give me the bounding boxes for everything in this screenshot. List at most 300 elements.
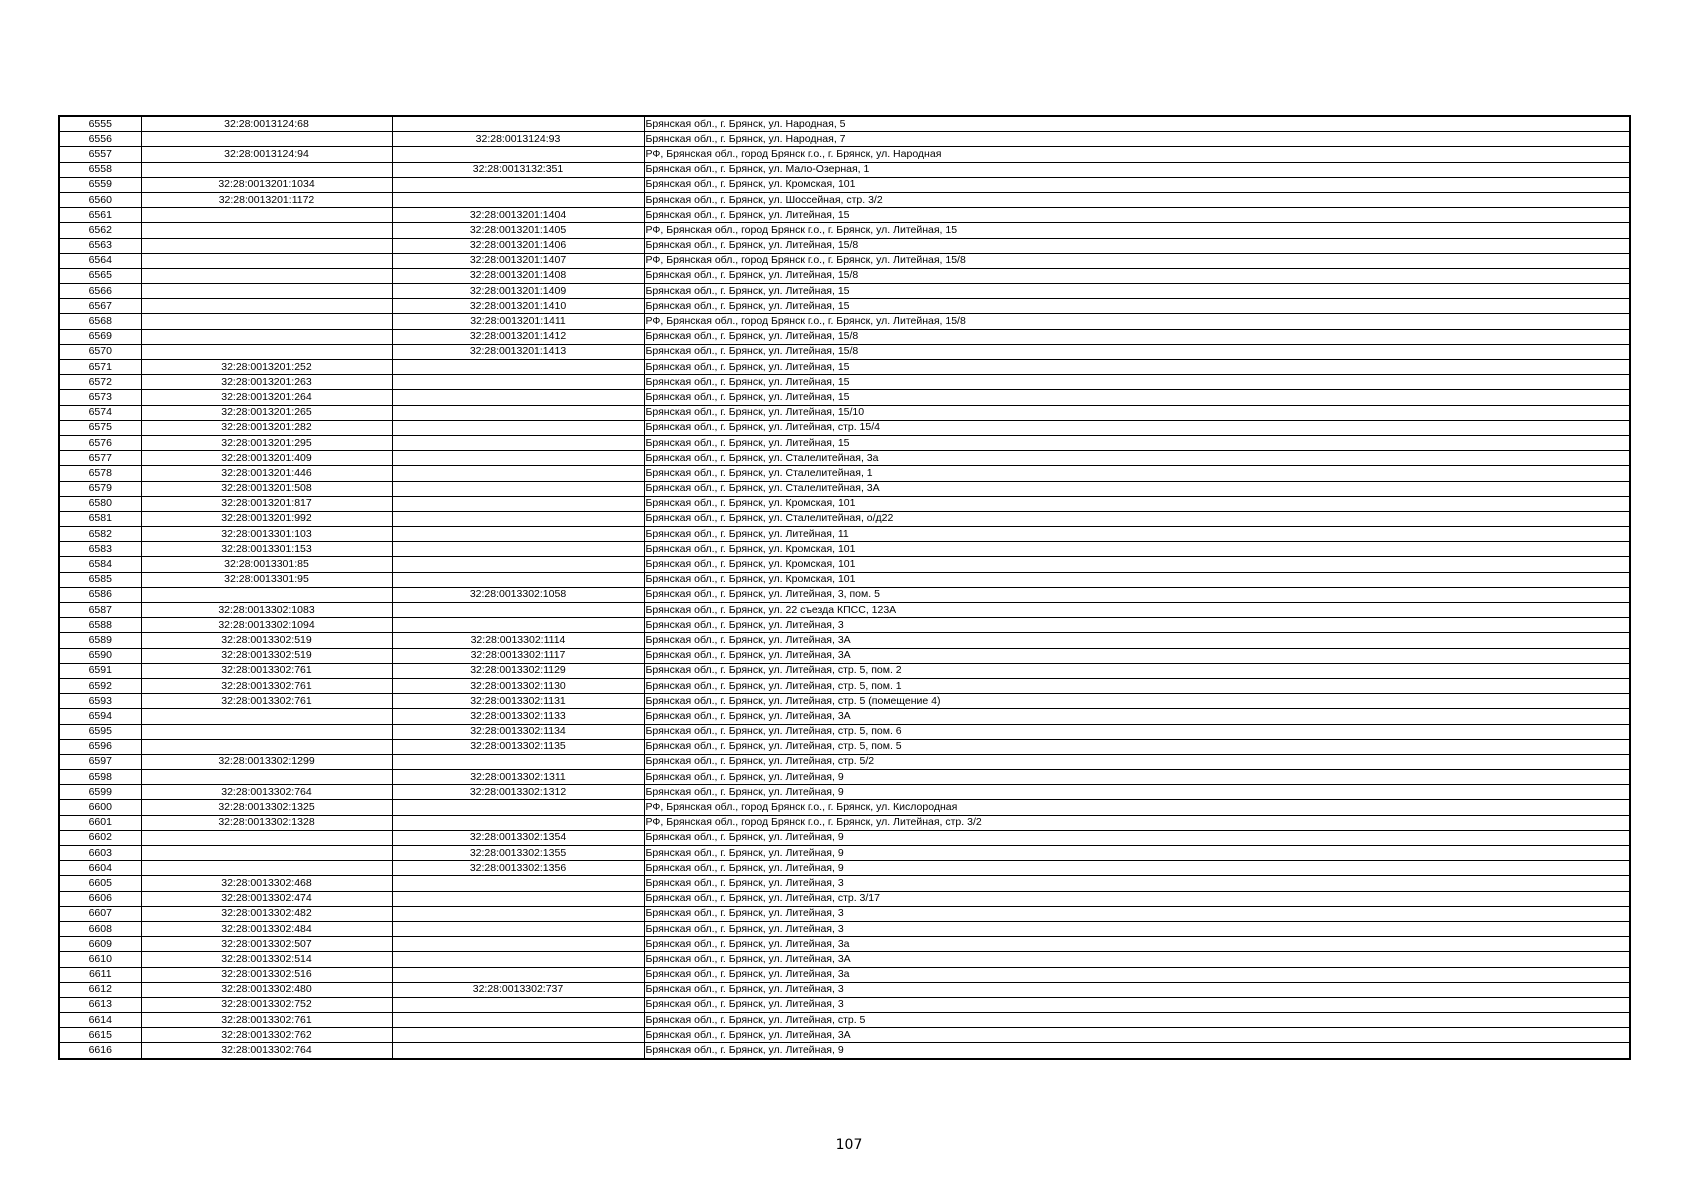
table-row bbox=[59, 891, 1630, 906]
address-cell: Брянская обл., г. Брянск, ул. Литейная, стр. 5/2 bbox=[644, 754, 1630, 769]
row-number: 6592 bbox=[59, 678, 141, 693]
linked-cadastral-number-cell: 32:28:0013201:1410 bbox=[392, 299, 644, 314]
row-number: 6606 bbox=[59, 891, 141, 906]
cadastral-number-cell: 32:28:0013302:764 bbox=[141, 785, 392, 800]
linked-cadastral-number-cell bbox=[392, 618, 644, 633]
linked-cadastral-number-cell bbox=[392, 481, 644, 496]
row-number: 6579 bbox=[59, 481, 141, 496]
cadastral-number-cell: 32:28:0013301:103 bbox=[141, 527, 392, 542]
address-cell: Брянская обл., г. Брянск, ул. Литейная, 15 bbox=[644, 299, 1630, 314]
row-number: 6600 bbox=[59, 800, 141, 815]
cadastral-number-cell bbox=[141, 846, 392, 861]
table-row bbox=[59, 603, 1630, 618]
row-number: 6574 bbox=[59, 405, 141, 420]
cadastral-number-cell bbox=[141, 284, 392, 299]
linked-cadastral-number-cell bbox=[392, 1028, 644, 1043]
linked-cadastral-number-cell bbox=[392, 420, 644, 435]
address-cell: Брянская обл., г. Брянск, ул. Кромская, 101 bbox=[644, 542, 1630, 557]
address-cell: Брянская обл., г. Брянск, ул. Литейная, 15 bbox=[644, 208, 1630, 223]
table-row bbox=[59, 754, 1630, 769]
row-number: 6607 bbox=[59, 906, 141, 921]
row-number: 6585 bbox=[59, 572, 141, 587]
cadastral-number-cell bbox=[141, 830, 392, 845]
row-number: 6577 bbox=[59, 451, 141, 466]
table-row bbox=[59, 967, 1630, 982]
cadastral-number-cell: 32:28:0013201:264 bbox=[141, 390, 392, 405]
linked-cadastral-number-cell bbox=[392, 800, 644, 815]
table-row bbox=[59, 785, 1630, 800]
table-row bbox=[59, 846, 1630, 861]
table-row bbox=[59, 329, 1630, 344]
row-number: 6616 bbox=[59, 1043, 141, 1059]
address-cell: Брянская обл., г. Брянск, ул. Литейная, стр. 15/4 bbox=[644, 420, 1630, 435]
row-number: 6582 bbox=[59, 527, 141, 542]
linked-cadastral-number-cell bbox=[392, 451, 644, 466]
address-cell: Брянская обл., г. Брянск, ул. Шоссейная, стр. 3/2 bbox=[644, 192, 1630, 207]
row-number: 6559 bbox=[59, 177, 141, 192]
cadastral-number-cell bbox=[141, 223, 392, 238]
row-number: 6567 bbox=[59, 299, 141, 314]
address-cell: Брянская обл., г. Брянск, ул. Мало-Озерная, 1 bbox=[644, 162, 1630, 177]
linked-cadastral-number-cell bbox=[392, 435, 644, 450]
linked-cadastral-number-cell bbox=[392, 876, 644, 891]
row-number: 6602 bbox=[59, 830, 141, 845]
cadastral-number-cell: 32:28:0013201:409 bbox=[141, 451, 392, 466]
cadastral-number-cell: 32:28:0013302:468 bbox=[141, 876, 392, 891]
linked-cadastral-number-cell bbox=[392, 466, 644, 481]
table-row bbox=[59, 557, 1630, 572]
cadastral-number-cell: 32:28:0013302:752 bbox=[141, 997, 392, 1012]
cadastral-number-cell: 32:28:0013302:516 bbox=[141, 967, 392, 982]
row-number: 6611 bbox=[59, 967, 141, 982]
address-cell: Брянская обл., г. Брянск, ул. Литейная, 3 bbox=[644, 618, 1630, 633]
row-number: 6615 bbox=[59, 1028, 141, 1043]
cadastral-number-cell: 32:28:0013302:474 bbox=[141, 891, 392, 906]
address-cell: Брянская обл., г. Брянск, ул. Литейная, 9 bbox=[644, 1043, 1630, 1059]
cadastral-number-cell: 32:28:0013302:1328 bbox=[141, 815, 392, 830]
cadastral-number-cell bbox=[141, 724, 392, 739]
cadastral-number-cell: 32:28:0013201:508 bbox=[141, 481, 392, 496]
cadastral-number-cell: 32:28:0013201:295 bbox=[141, 435, 392, 450]
cadastral-number-cell: 32:28:0013301:153 bbox=[141, 542, 392, 557]
cadastral-number-cell bbox=[141, 299, 392, 314]
page-number: 107 bbox=[835, 1137, 863, 1153]
row-number: 6578 bbox=[59, 466, 141, 481]
address-cell: Брянская обл., г. Брянск, ул. Литейная, 15/8 bbox=[644, 268, 1630, 283]
linked-cadastral-number-cell bbox=[392, 921, 644, 936]
address-cell: Брянская обл., г. Брянск, ул. Народная, 7 bbox=[644, 132, 1630, 147]
cadastral-number-cell: 32:28:0013201:817 bbox=[141, 496, 392, 511]
row-number: 6608 bbox=[59, 921, 141, 936]
cadastral-number-cell: 32:28:0013302:514 bbox=[141, 952, 392, 967]
address-cell: Брянская обл., г. Брянск, ул. Литейная, 15/8 bbox=[644, 344, 1630, 359]
table-row bbox=[59, 1028, 1630, 1043]
cadastral-number-cell: 32:28:0013301:95 bbox=[141, 572, 392, 587]
address-cell: Брянская обл., г. Брянск, ул. Литейная, стр. 5 (помещение 4) bbox=[644, 694, 1630, 709]
table-row bbox=[59, 162, 1630, 177]
address-cell: Брянская обл., г. Брянск, ул. Литейная, стр. 5, пом. 5 bbox=[644, 739, 1630, 754]
linked-cadastral-number-cell bbox=[392, 754, 644, 769]
row-number: 6590 bbox=[59, 648, 141, 663]
linked-cadastral-number-cell bbox=[392, 177, 644, 192]
row-number: 6570 bbox=[59, 344, 141, 359]
linked-cadastral-number-cell bbox=[392, 527, 644, 542]
linked-cadastral-number-cell bbox=[392, 967, 644, 982]
table-row bbox=[59, 1013, 1630, 1028]
table-row bbox=[59, 496, 1630, 511]
row-number: 6560 bbox=[59, 192, 141, 207]
cadastral-number-cell: 32:28:0013201:1034 bbox=[141, 177, 392, 192]
row-number: 6562 bbox=[59, 223, 141, 238]
address-cell: Брянская обл., г. Брянск, ул. Литейная, 3 bbox=[644, 921, 1630, 936]
address-cell: Брянская обл., г. Брянск, ул. Литейная, 3а bbox=[644, 967, 1630, 982]
row-number: 6605 bbox=[59, 876, 141, 891]
row-number: 6589 bbox=[59, 633, 141, 648]
address-cell: Брянская обл., г. Брянск, ул. Литейная, 3 bbox=[644, 876, 1630, 891]
linked-cadastral-number-cell bbox=[392, 390, 644, 405]
cadastral-number-cell bbox=[141, 739, 392, 754]
table-row bbox=[59, 921, 1630, 936]
table-row bbox=[59, 147, 1630, 162]
address-cell: Брянская обл., г. Брянск, ул. Литейная, 11 bbox=[644, 527, 1630, 542]
table-row bbox=[59, 861, 1630, 876]
cadastral-number-cell bbox=[141, 587, 392, 602]
table-row bbox=[59, 694, 1630, 709]
address-cell: Брянская обл., г. Брянск, ул. Литейная, 15 bbox=[644, 360, 1630, 375]
table-row bbox=[59, 253, 1630, 268]
table-row bbox=[59, 739, 1630, 754]
table-row bbox=[59, 284, 1630, 299]
cadastral-number-cell: 32:28:0013201:992 bbox=[141, 511, 392, 526]
table-row bbox=[59, 587, 1630, 602]
table-row bbox=[59, 952, 1630, 967]
table-row bbox=[59, 633, 1630, 648]
linked-cadastral-number-cell: 32:28:0013132:351 bbox=[392, 162, 644, 177]
linked-cadastral-number-cell bbox=[392, 542, 644, 557]
cadastral-number-cell: 32:28:0013302:480 bbox=[141, 982, 392, 997]
row-number: 6573 bbox=[59, 390, 141, 405]
row-number: 6612 bbox=[59, 982, 141, 997]
cadastral-number-cell: 32:28:0013201:265 bbox=[141, 405, 392, 420]
cadastral-number-cell bbox=[141, 329, 392, 344]
table-row bbox=[59, 390, 1630, 405]
table-row bbox=[59, 572, 1630, 587]
address-cell: Брянская обл., г. Брянск, ул. Литейная, 9 bbox=[644, 830, 1630, 845]
linked-cadastral-number-cell: 32:28:0013201:1405 bbox=[392, 223, 644, 238]
row-number: 6571 bbox=[59, 360, 141, 375]
cadastral-number-cell bbox=[141, 268, 392, 283]
address-cell: РФ, Брянская обл., город Брянск г.о., г. Брянск, ул. Литейная, 15/8 bbox=[644, 253, 1630, 268]
cadastral-number-cell bbox=[141, 861, 392, 876]
address-cell: РФ, Брянская обл., город Брянск г.о., г. Брянск, ул. Литейная, стр. 3/2 bbox=[644, 815, 1630, 830]
row-number: 6588 bbox=[59, 618, 141, 633]
row-number: 6597 bbox=[59, 754, 141, 769]
linked-cadastral-number-cell bbox=[392, 1013, 644, 1028]
cadastral-number-cell: 32:28:0013124:94 bbox=[141, 147, 392, 162]
row-number: 6610 bbox=[59, 952, 141, 967]
row-number: 6587 bbox=[59, 603, 141, 618]
address-cell: Брянская обл., г. Брянск, ул. Литейная, 15 bbox=[644, 390, 1630, 405]
linked-cadastral-number-cell: 32:28:0013302:1130 bbox=[392, 678, 644, 693]
row-number: 6599 bbox=[59, 785, 141, 800]
table-row bbox=[59, 344, 1630, 359]
cadastral-number-cell: 32:28:0013302:482 bbox=[141, 906, 392, 921]
address-cell: РФ, Брянская обл., город Брянск г.о., г. Брянск, ул. Литейная, 15 bbox=[644, 223, 1630, 238]
linked-cadastral-number-cell: 32:28:0013302:1311 bbox=[392, 770, 644, 785]
row-number: 6565 bbox=[59, 268, 141, 283]
address-cell: Брянская обл., г. Брянск, ул. Литейная, 3 bbox=[644, 982, 1630, 997]
row-number: 6581 bbox=[59, 511, 141, 526]
table-row bbox=[59, 223, 1630, 238]
linked-cadastral-number-cell bbox=[392, 375, 644, 390]
address-cell: Брянская обл., г. Брянск, ул. Литейная, 15/10 bbox=[644, 405, 1630, 420]
address-cell: Брянская обл., г. Брянск, ул. Литейная, 9 bbox=[644, 770, 1630, 785]
row-number: 6555 bbox=[59, 116, 141, 132]
linked-cadastral-number-cell bbox=[392, 147, 644, 162]
address-cell: Брянская обл., г. Брянск, ул. Литейная, 3А bbox=[644, 648, 1630, 663]
row-number: 6580 bbox=[59, 496, 141, 511]
linked-cadastral-number-cell bbox=[392, 496, 644, 511]
linked-cadastral-number-cell: 32:28:0013302:1135 bbox=[392, 739, 644, 754]
address-cell: Брянская обл., г. Брянск, ул. Кромская, 101 bbox=[644, 177, 1630, 192]
address-cell: Брянская обл., г. Брянск, ул. Литейная, 3, пом. 5 bbox=[644, 587, 1630, 602]
address-cell: Брянская обл., г. Брянск, ул. Литейная, 3А bbox=[644, 633, 1630, 648]
cadastral-number-cell: 32:28:0013124:68 bbox=[141, 116, 392, 132]
table-row bbox=[59, 299, 1630, 314]
linked-cadastral-number-cell: 32:28:0013302:737 bbox=[392, 982, 644, 997]
address-cell: РФ, Брянская обл., город Брянск г.о., г. Брянск, ул. Литейная, 15/8 bbox=[644, 314, 1630, 329]
row-number: 6563 bbox=[59, 238, 141, 253]
cadastral-number-cell: 32:28:0013201:282 bbox=[141, 420, 392, 435]
address-cell: РФ, Брянская обл., город Брянск г.о., г. Брянск, ул. Народная bbox=[644, 147, 1630, 162]
table-row bbox=[59, 268, 1630, 283]
address-cell: Брянская обл., г. Брянск, ул. Литейная, 9 bbox=[644, 861, 1630, 876]
table-row bbox=[59, 238, 1630, 253]
cadastral-number-cell: 32:28:0013302:761 bbox=[141, 663, 392, 678]
table-row bbox=[59, 542, 1630, 557]
address-cell: Брянская обл., г. Брянск, ул. Литейная, 15/8 bbox=[644, 238, 1630, 253]
table-body bbox=[59, 116, 1630, 1059]
cadastral-number-cell bbox=[141, 709, 392, 724]
table-row bbox=[59, 405, 1630, 420]
row-number: 6593 bbox=[59, 694, 141, 709]
cadastral-number-cell: 32:28:0013302:764 bbox=[141, 1043, 392, 1059]
row-number: 6609 bbox=[59, 937, 141, 952]
table-row bbox=[59, 815, 1630, 830]
linked-cadastral-number-cell bbox=[392, 997, 644, 1012]
linked-cadastral-number-cell: 32:28:0013302:1134 bbox=[392, 724, 644, 739]
table-row bbox=[59, 982, 1630, 997]
cadastral-table bbox=[58, 115, 1631, 1060]
linked-cadastral-number-cell bbox=[392, 906, 644, 921]
linked-cadastral-number-cell bbox=[392, 192, 644, 207]
linked-cadastral-number-cell bbox=[392, 1043, 644, 1059]
row-number: 6591 bbox=[59, 663, 141, 678]
address-cell: Брянская обл., г. Брянск, ул. 22 съезда КПСС, 123А bbox=[644, 603, 1630, 618]
linked-cadastral-number-cell: 32:28:0013201:1412 bbox=[392, 329, 644, 344]
cadastral-number-cell: 32:28:0013302:761 bbox=[141, 1013, 392, 1028]
table-row bbox=[59, 375, 1630, 390]
table-row bbox=[59, 511, 1630, 526]
linked-cadastral-number-cell: 32:28:0013201:1413 bbox=[392, 344, 644, 359]
linked-cadastral-number-cell bbox=[392, 572, 644, 587]
row-number: 6572 bbox=[59, 375, 141, 390]
linked-cadastral-number-cell: 32:28:0013302:1114 bbox=[392, 633, 644, 648]
cadastral-number-cell bbox=[141, 132, 392, 147]
cadastral-number-cell bbox=[141, 253, 392, 268]
row-number: 6604 bbox=[59, 861, 141, 876]
table-row bbox=[59, 648, 1630, 663]
address-cell: Брянская обл., г. Брянск, ул. Литейная, 3А bbox=[644, 1028, 1630, 1043]
address-cell: Брянская обл., г. Брянск, ул. Сталелитейная, 3а bbox=[644, 451, 1630, 466]
row-number: 6594 bbox=[59, 709, 141, 724]
row-number: 6598 bbox=[59, 770, 141, 785]
address-cell: Брянская обл., г. Брянск, ул. Кромская, 101 bbox=[644, 496, 1630, 511]
address-cell: Брянская обл., г. Брянск, ул. Литейная, 15 bbox=[644, 435, 1630, 450]
cadastral-number-cell: 32:28:0013302:762 bbox=[141, 1028, 392, 1043]
linked-cadastral-number-cell bbox=[392, 116, 644, 132]
row-number: 6586 bbox=[59, 587, 141, 602]
address-cell: Брянская обл., г. Брянск, ул. Литейная, 15/8 bbox=[644, 329, 1630, 344]
table-row bbox=[59, 314, 1630, 329]
row-number: 6596 bbox=[59, 739, 141, 754]
table-row bbox=[59, 435, 1630, 450]
row-number: 6575 bbox=[59, 420, 141, 435]
row-number: 6603 bbox=[59, 846, 141, 861]
linked-cadastral-number-cell: 32:28:0013302:1129 bbox=[392, 663, 644, 678]
table-row bbox=[59, 420, 1630, 435]
row-number: 6566 bbox=[59, 284, 141, 299]
address-cell: Брянская обл., г. Брянск, ул. Литейная, стр. 5, пом. 6 bbox=[644, 724, 1630, 739]
row-number: 6564 bbox=[59, 253, 141, 268]
cadastral-number-cell bbox=[141, 314, 392, 329]
address-cell: Брянская обл., г. Брянск, ул. Литейная, 3 bbox=[644, 906, 1630, 921]
address-cell: РФ, Брянская обл., город Брянск г.о., г. Брянск, ул. Кислородная bbox=[644, 800, 1630, 815]
table-row bbox=[59, 116, 1630, 132]
linked-cadastral-number-cell: 32:28:0013302:1133 bbox=[392, 709, 644, 724]
address-cell: Брянская обл., г. Брянск, ул. Литейная, 15 bbox=[644, 375, 1630, 390]
row-number: 6614 bbox=[59, 1013, 141, 1028]
cadastral-number-cell bbox=[141, 238, 392, 253]
linked-cadastral-number-cell: 32:28:0013201:1406 bbox=[392, 238, 644, 253]
cadastral-number-cell: 32:28:0013302:1325 bbox=[141, 800, 392, 815]
row-number: 6558 bbox=[59, 162, 141, 177]
table-row bbox=[59, 724, 1630, 739]
table-row bbox=[59, 466, 1630, 481]
linked-cadastral-number-cell: 32:28:0013124:93 bbox=[392, 132, 644, 147]
table-row bbox=[59, 830, 1630, 845]
table-row bbox=[59, 177, 1630, 192]
table-row bbox=[59, 709, 1630, 724]
address-cell: Брянская обл., г. Брянск, ул. Народная, 5 bbox=[644, 116, 1630, 132]
table-row bbox=[59, 997, 1630, 1012]
address-cell: Брянская обл., г. Брянск, ул. Литейная, 3А bbox=[644, 709, 1630, 724]
address-cell: Брянская обл., г. Брянск, ул. Кромская, 101 bbox=[644, 557, 1630, 572]
linked-cadastral-number-cell bbox=[392, 405, 644, 420]
row-number: 6576 bbox=[59, 435, 141, 450]
cadastral-number-cell: 32:28:0013201:446 bbox=[141, 466, 392, 481]
linked-cadastral-number-cell bbox=[392, 891, 644, 906]
row-number: 6568 bbox=[59, 314, 141, 329]
address-cell: Брянская обл., г. Брянск, ул. Сталелитейная, о/д22 bbox=[644, 511, 1630, 526]
linked-cadastral-number-cell bbox=[392, 952, 644, 967]
cadastral-number-cell bbox=[141, 770, 392, 785]
cadastral-number-cell: 32:28:0013302:761 bbox=[141, 678, 392, 693]
address-cell: Брянская обл., г. Брянск, ул. Литейная, 9 bbox=[644, 785, 1630, 800]
cadastral-number-cell: 32:28:0013302:484 bbox=[141, 921, 392, 936]
linked-cadastral-number-cell: 32:28:0013201:1411 bbox=[392, 314, 644, 329]
table-row bbox=[59, 1043, 1630, 1059]
linked-cadastral-number-cell: 32:28:0013302:1131 bbox=[392, 694, 644, 709]
cadastral-number-cell bbox=[141, 344, 392, 359]
address-cell: Брянская обл., г. Брянск, ул. Литейная, стр. 5, пом. 2 bbox=[644, 663, 1630, 678]
linked-cadastral-number-cell: 32:28:0013302:1117 bbox=[392, 648, 644, 663]
cadastral-number-cell: 32:28:0013302:507 bbox=[141, 937, 392, 952]
cadastral-number-cell: 32:28:0013302:761 bbox=[141, 694, 392, 709]
cadastral-number-cell: 32:28:0013302:519 bbox=[141, 648, 392, 663]
linked-cadastral-number-cell: 32:28:0013201:1409 bbox=[392, 284, 644, 299]
row-number: 6561 bbox=[59, 208, 141, 223]
address-cell: Брянская обл., г. Брянск, ул. Литейная, стр. 5 bbox=[644, 1013, 1630, 1028]
address-cell: Брянская обл., г. Брянск, ул. Литейная, 9 bbox=[644, 846, 1630, 861]
row-number: 6569 bbox=[59, 329, 141, 344]
cadastral-number-cell: 32:28:0013301:85 bbox=[141, 557, 392, 572]
cadastral-number-cell: 32:28:0013201:252 bbox=[141, 360, 392, 375]
table-row bbox=[59, 770, 1630, 785]
cadastral-number-cell: 32:28:0013302:1299 bbox=[141, 754, 392, 769]
linked-cadastral-number-cell: 32:28:0013302:1356 bbox=[392, 861, 644, 876]
linked-cadastral-number-cell: 32:28:0013302:1058 bbox=[392, 587, 644, 602]
table-row bbox=[59, 132, 1630, 147]
row-number: 6583 bbox=[59, 542, 141, 557]
linked-cadastral-number-cell: 32:28:0013302:1354 bbox=[392, 830, 644, 845]
cadastral-number-cell bbox=[141, 208, 392, 223]
cadastral-number-cell: 32:28:0013302:1094 bbox=[141, 618, 392, 633]
address-cell: Брянская обл., г. Брянск, ул. Сталелитейная, 3А bbox=[644, 481, 1630, 496]
table-row bbox=[59, 481, 1630, 496]
row-number: 6584 bbox=[59, 557, 141, 572]
cadastral-number-cell: 32:28:0013302:1083 bbox=[141, 603, 392, 618]
linked-cadastral-number-cell bbox=[392, 511, 644, 526]
linked-cadastral-number-cell: 32:28:0013201:1407 bbox=[392, 253, 644, 268]
address-cell: Брянская обл., г. Брянск, ул. Сталелитейная, 1 bbox=[644, 466, 1630, 481]
cadastral-number-cell: 32:28:0013201:1172 bbox=[141, 192, 392, 207]
table-row bbox=[59, 876, 1630, 891]
table-row bbox=[59, 360, 1630, 375]
linked-cadastral-number-cell: 32:28:0013302:1355 bbox=[392, 846, 644, 861]
address-cell: Брянская обл., г. Брянск, ул. Литейная, 3А bbox=[644, 952, 1630, 967]
cadastral-number-cell: 32:28:0013201:263 bbox=[141, 375, 392, 390]
cadastral-number-cell bbox=[141, 162, 392, 177]
linked-cadastral-number-cell: 32:28:0013201:1404 bbox=[392, 208, 644, 223]
address-cell: Брянская обл., г. Брянск, ул. Кромская, 101 bbox=[644, 572, 1630, 587]
address-cell: Брянская обл., г. Брянск, ул. Литейная, 15 bbox=[644, 284, 1630, 299]
row-number: 6613 bbox=[59, 997, 141, 1012]
linked-cadastral-number-cell bbox=[392, 557, 644, 572]
row-number: 6595 bbox=[59, 724, 141, 739]
address-cell: Брянская обл., г. Брянск, ул. Литейная, 3а bbox=[644, 937, 1630, 952]
table-row bbox=[59, 527, 1630, 542]
linked-cadastral-number-cell: 32:28:0013201:1408 bbox=[392, 268, 644, 283]
table-row bbox=[59, 937, 1630, 952]
linked-cadastral-number-cell bbox=[392, 937, 644, 952]
table-row bbox=[59, 800, 1630, 815]
table-row bbox=[59, 663, 1630, 678]
linked-cadastral-number-cell bbox=[392, 360, 644, 375]
table-row bbox=[59, 208, 1630, 223]
cadastral-number-cell: 32:28:0013302:519 bbox=[141, 633, 392, 648]
linked-cadastral-number-cell bbox=[392, 603, 644, 618]
